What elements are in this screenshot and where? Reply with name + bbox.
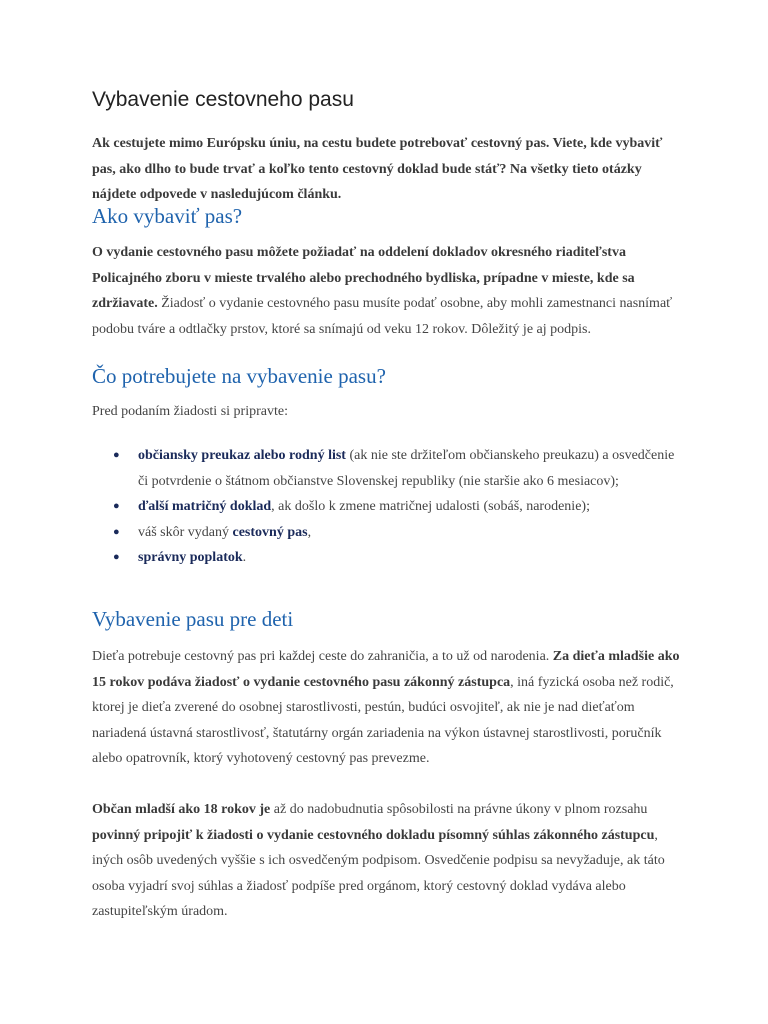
bullet-icon: ● [113, 449, 120, 461]
section-heading-pas-pre-deti: Vybavenie pasu pre deti [92, 607, 294, 631]
list-item [92, 443, 682, 494]
list-item-text: , [307, 524, 312, 540]
section-heading-co-potrebujete: Čo potrebujete na vybavenie pasu? [92, 364, 386, 388]
bold-text: Občan mladší ako 18 rokov je [92, 802, 271, 817]
paragraph-text: až do nadobudnutia spôsobilosti na právne úkony v plnom rozsahu [270, 802, 648, 817]
bullet-icon: ● [113, 525, 120, 538]
bold-text: občiansky preukaz alebo rodný list [138, 448, 346, 463]
section-paragraph-ako-vybavit [92, 240, 682, 342]
bullet-icon: ● [113, 500, 120, 512]
paragraph-text: , iná fyzická osoba než rodič, ktorej je dieťa zverené do osobnej starostlivosti, pestún, budúci osvojiteľ, ak nie je nad dieťaťom nariadená ústavná starostlivosť, štatutárny orgán zariadenia na výkon ústavnej starostlivosti, poručník alebo opatrovník, ktorý vyhotovený cestovný pas prevezme. [92, 674, 674, 766]
list-item-text: . [242, 550, 247, 565]
bold-text: ďalší matričný doklad [138, 499, 272, 514]
bold-text: cestovný pas [232, 524, 308, 540]
list-item-text: , ak došlo k zmene matričnej udalosti (sobáš, narodenie); [271, 499, 590, 514]
bold-text: povinný pripojiť k žiadosti o vydanie cestovného dokladu písomný súhlas zákonného zástupcu [92, 827, 655, 843]
section-paragraph-deti-1 [92, 644, 682, 772]
bold-text: správny poplatok [138, 550, 243, 565]
bold-text: O vydanie cestovného pasu môžete požiadať na oddelení dokladov okresného riaditeľstva Policajného zboru v mieste trvalého alebo prechodného bydliska, prípadne v mieste, kde sa zdržiavate. [92, 245, 635, 311]
list-item [92, 545, 682, 571]
bullet-icon: ● [113, 551, 120, 563]
page-title: Vybavenie cestovneho pasu [92, 88, 354, 111]
lead-paragraph: Ak cestujete mimo Európsku úniu, na cestu budete potrebovať cestovný pas. Viete, kde vybaviť pas, ako dlho to bude trvať a koľko tento cestovný doklad bude stáť? Na všetky tieto otázky nájdete odpovede v nasledujúcom článku. [92, 136, 663, 202]
paragraph-text: , iných osôb uvedených vyššie s ich osvedčeným podpisom. Osvedčenie podpisu sa nevyžaduje, ak táto osoba vyjadrí svoj súhlas a žiadosť podpíše pred orgánom, ktorý cestovný doklad vydáva alebo zastupiteľským úradom. [92, 827, 665, 919]
requirements-list [92, 443, 682, 571]
paragraph-text: Dieťa potrebuje cestovný pas pri každej ceste do zahraničia, a to už od narodenia. [92, 649, 553, 664]
section-paragraph-deti-2 [92, 797, 682, 925]
list-item [92, 520, 682, 546]
section-intro-text: Pred podaním žiadosti si pripravte: [92, 404, 288, 419]
list-item-text: váš skôr vydaný [138, 524, 233, 540]
paragraph-text: Žiadosť o vydanie cestovného pasu musíte podať osobne, aby mohli zamestnanci nasnímať podobu tváre a odtlačky prstov, ktoré sa snímajú od veku 12 rokov. Dôležitý je aj podpis. [92, 296, 673, 337]
section-heading-ako-vybavit: Ako vybaviť pas? [92, 204, 243, 228]
bold-text: Za dieťa mladšie ako 15 rokov podáva žiadosť o vydanie cestovného pasu zákonný zástupca [92, 649, 680, 690]
list-item-text: (ak nie ste držiteľom občianskeho preukazu) a osvedčenie či potvrdenie o štátnom občianstve Slovenskej republiky (nie staršie ako 6 mesiacov); [138, 448, 675, 489]
list-item [92, 494, 682, 520]
